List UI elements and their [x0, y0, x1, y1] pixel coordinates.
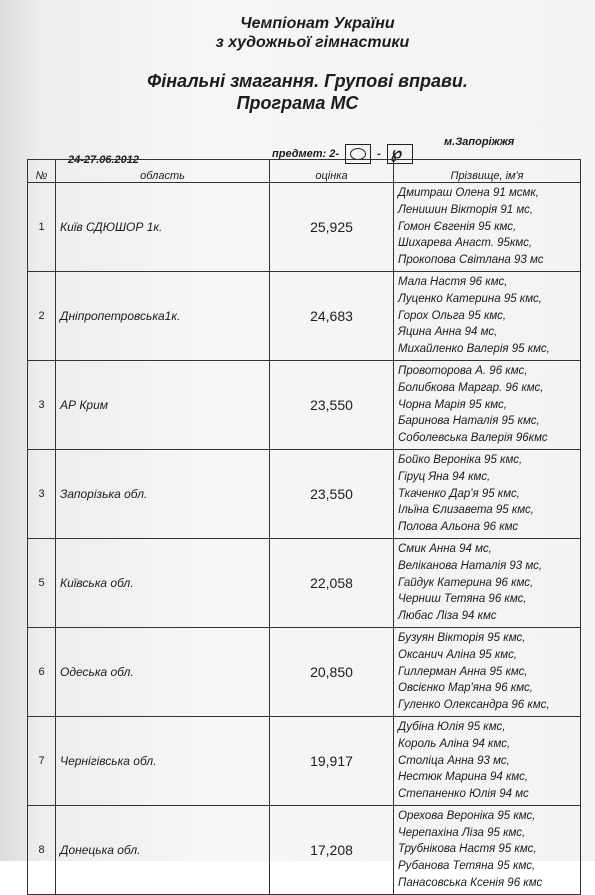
results-table	[27, 159, 581, 895]
gymnast-name: Болибкова Маргар. 96 кмс,	[398, 381, 544, 394]
table-row	[28, 449, 581, 538]
gymnast-name: Гіруц Яна 94 кмс,	[398, 470, 491, 483]
gymnast-name: Гиллерман Анна 95 кмс,	[398, 665, 528, 678]
gymnast-name: Прокопова Світлана 93 мс	[398, 254, 544, 267]
score-cell: 22,058	[270, 538, 394, 627]
column-header-number: №	[28, 160, 56, 183]
region-cell: Запорізька обл.	[56, 449, 270, 538]
table-row	[28, 183, 581, 272]
gymnast-name: Ткаченко Дар'я 95 кмс,	[398, 487, 520, 500]
table-row	[28, 627, 581, 716]
gymnast-names-cell	[394, 805, 581, 894]
apparatus-label: предмет: 2-	[272, 147, 340, 160]
gymnast-names-cell	[394, 449, 581, 538]
gymnast-names-cell	[394, 627, 581, 716]
title-line-3: Фінальні змагання. Групові вправи.	[147, 71, 468, 91]
score-cell: 17,208	[270, 805, 394, 894]
gymnast-name: Трубнікова Настя 95 кмс,	[398, 843, 537, 856]
gymnast-name: Бузуян Вікторія 95 кмс,	[398, 631, 526, 644]
gymnast-name: Шихарева Анаст. 95кмс,	[398, 237, 533, 250]
score-cell: 23,550	[270, 449, 394, 538]
score-cell: 20,850	[270, 627, 394, 716]
column-header-region: область	[56, 160, 270, 183]
gymnast-names-cell	[394, 271, 581, 360]
region-cell: Одеська обл.	[56, 627, 270, 716]
column-header-names: Прізвище, ім'я	[394, 160, 581, 183]
table-row	[28, 716, 581, 805]
gymnast-name: Король Аліна 94 кмс,	[398, 737, 511, 750]
gymnast-name: Михайленко Валерія 95 кмс,	[398, 343, 550, 356]
gymnast-name: Бойко Вероніка 95 кмс,	[398, 453, 523, 466]
region-cell: Дніпропетровська1к.	[56, 271, 270, 360]
table-row	[28, 538, 581, 627]
place-cell: 2	[28, 271, 56, 360]
gymnast-name: Смик Анна 94 мс,	[398, 542, 492, 555]
gymnast-name: Веліканова Наталія 93 мс,	[398, 559, 543, 572]
score-cell: 19,917	[270, 716, 394, 805]
gymnast-name: Дубіна Юлія 95 кмс,	[398, 720, 506, 733]
gymnast-name: Любас Ліза 94 кмс	[398, 610, 497, 623]
region-cell: Чернігівська обл.	[56, 716, 270, 805]
gymnast-name: Черепахіна Ліза 95 кмс,	[398, 826, 526, 839]
score-cell: 23,550	[270, 360, 394, 449]
gymnast-name: Нестюк Марина 94 кмс,	[398, 771, 529, 784]
gymnast-name: Дмитраш Олена 91 мсмк,	[398, 187, 539, 199]
gymnast-name: Чорна Марія 95 кмс,	[398, 398, 507, 411]
region-cell: Київська обл.	[56, 538, 270, 627]
gymnast-names-cell	[394, 360, 581, 449]
table-body	[28, 183, 581, 895]
gymnast-name: Овсієнко Мар'яна 96 кмс,	[398, 682, 533, 695]
region-cell: АР Крим	[56, 360, 270, 449]
gymnast-name: Провоторова А. 96 кмс,	[398, 364, 528, 377]
gymnast-name: Гуленко Олександра 96 кмс,	[398, 699, 550, 712]
gymnast-name: Степаненко Юлія 94 мс	[398, 788, 529, 801]
gymnast-name: Соболевська Валерія 96кмс	[398, 432, 548, 445]
title-line-1: Чемпіонат України	[240, 15, 395, 32]
place-cell: 6	[28, 627, 56, 716]
competition-date: 24-27.06.2012	[68, 154, 139, 166]
gymnast-name: Рубанова Тетяна 95 кмс,	[398, 860, 536, 873]
gymnast-name: Гайдук Катерина 96 кмс,	[398, 576, 534, 589]
gymnast-name: Яцина Анна 94 мс,	[398, 326, 498, 339]
gymnast-name: Полова Альона 96 кмс	[398, 521, 519, 534]
region-cell: Київ СДЮШОР 1к.	[56, 183, 270, 272]
competition-city: м.Запоріжжя	[444, 136, 515, 148]
score-cell: 25,925	[270, 183, 394, 272]
place-cell: 3	[28, 360, 56, 449]
table-row	[28, 805, 581, 894]
place-cell: 7	[28, 716, 56, 805]
gymnast-name: Панасовська Ксенія 96 кмс	[398, 877, 543, 890]
region-cell: Донецька обл.	[56, 805, 270, 894]
document-title-block	[0, 14, 595, 114]
place-cell: 5	[28, 538, 56, 627]
gymnast-name: Мала Настя 96 кмс,	[398, 275, 508, 288]
place-cell: 3	[28, 449, 56, 538]
gymnast-names-cell	[394, 183, 581, 272]
title-line-4: Програма МС	[236, 93, 359, 113]
place-cell: 1	[28, 183, 56, 272]
table-row	[28, 360, 581, 449]
gymnast-name: Орехова Вероніка 95 кмс,	[398, 809, 536, 822]
gymnast-name: Баринова Наталія 95 кмс,	[398, 415, 540, 428]
gymnast-name: Луценко Катерина 95 кмс,	[398, 292, 542, 305]
table-row	[28, 271, 581, 360]
table-header-row	[28, 160, 581, 183]
gymnast-names-cell	[394, 716, 581, 805]
gymnast-name: Століца Анна 93 мс,	[398, 754, 510, 767]
gymnast-name: Ільїна Єлизавета 95 кмс,	[398, 504, 535, 517]
gymnast-name: Ленишин Вікторія 91 мс,	[398, 203, 534, 216]
gymnast-name: Горох Ольга 95 кмс,	[398, 309, 507, 322]
column-header-score: оцінка	[270, 160, 394, 183]
gymnast-name: Оксанич Аліна 95 кмс,	[398, 648, 518, 661]
apparatus-separator: -	[377, 147, 381, 160]
title-line-2: з художньої гімнастики	[215, 34, 410, 51]
gymnast-name: Черниш Тетяна 96 кмс,	[398, 593, 527, 606]
gymnast-names-cell	[394, 538, 581, 627]
place-cell: 8	[28, 805, 56, 894]
score-cell: 24,683	[270, 271, 394, 360]
gymnast-name: Гомон Євгенія 95 кмс,	[398, 220, 517, 233]
